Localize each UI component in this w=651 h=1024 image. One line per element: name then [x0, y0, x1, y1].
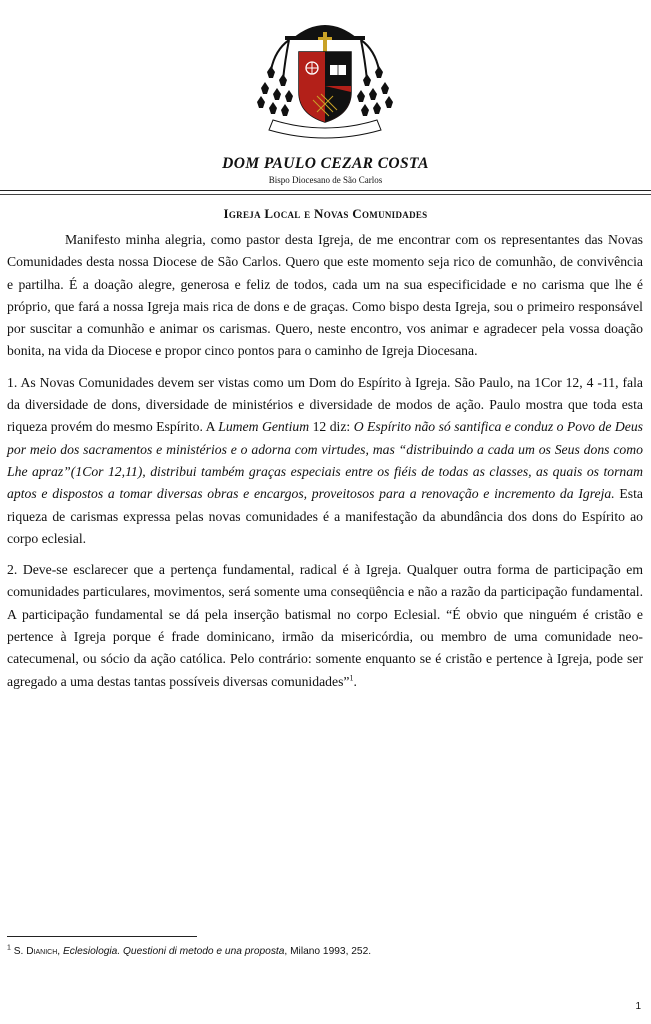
paragraph-point-1: [7, 372, 643, 550]
bishop-title: Bispo Diocesano de São Carlos: [268, 175, 383, 185]
footnote-work: Eclesiologia. Questioni di metodo e una proposta: [62, 946, 285, 957]
footnote-details: , Milano 1993, 252.: [284, 946, 372, 957]
paragraph-text: 12 diz:: [309, 419, 354, 435]
footnote-reference: 1: [349, 673, 354, 683]
document-body: [7, 229, 643, 693]
paragraph-intro: Manifesto minha alegria, como pastor desta Igreja, de me encontrar com os representantes das Novas Comunidades desta nossa Diocese de São Carlos. Quero que este momento seja rico de comunhão, de convivência e partilha. É a doação alegre, generosa e feliz de todos, cada um na sua especificidade e no carisma que lhe é próprio, que fará a nossa Igreja mais rica de dons e de graças. Como bispo desta Igreja, sou o primeiro responsável por suscitar a comunhão e animar os carismas. Quero, neste encontro, vos animar e agradecer pela vossa doação bonita, na vida da Diocese e propor cinco pontos para o caminho de Igreja Diocesana.: [7, 232, 643, 359]
footnote-author: S. Dianich: [13, 946, 58, 957]
bishop-name: DOM PAULO CEZAR COSTA: [222, 155, 429, 172]
header-rule-thin: [0, 194, 651, 195]
header-rule: [0, 190, 651, 191]
paragraph-point-2: [7, 559, 643, 693]
quotation-italic: O Espírito não só santifica e conduz o Povo de Deus por meio dos sacramentos e ministérios e o adorna com virtudes, mas “distribuindo a cada um os Seus dons como Lhe apraz”(1Cor 12,11), distribui também graças especiais entre os fiéis de todas as classes, as quais os tornam aptos e dispostos a tomar diversas obras e encargos, proveitosos para a renovação e incremento da Igreja.: [7, 419, 643, 502]
footnote: [7, 946, 647, 957]
footnote-number: 1: [7, 944, 11, 952]
paragraph-text: 1. As Novas Comunidades devem ser vistas como um Dom do Espírito à Igreja. São Paulo, na 1Cor 12, 4 -11, fala da diversidade de dons, diversidade de ministérios e diversidade de modos de ação. Paulo mostra que toda esta riqueza provém do mesmo Espírito. A: [7, 374, 643, 435]
paragraph-text: Esta riqueza de carismas expressa pelas novas comunidades é a manifestação da abundância dos dons do Espírito ao corpo eclesial.: [7, 486, 643, 546]
footnote-rule: [7, 936, 197, 937]
citation-title: Lumem Gentium: [218, 419, 310, 435]
document-title: Igreja Local e Novas Comunidades: [223, 206, 428, 221]
coat-of-arms-icon: [245, 10, 405, 145]
footnote-separator: ,: [57, 946, 63, 957]
paragraph-text: .: [353, 673, 357, 689]
paragraph-text: 2. Deve-se esclarecer que a pertença fundamental, radical é à Igreja. Qualquer outra forma de participação em comunidades particulares, movimentos, será somente uma conseqüência e não a razão da participação fundamental. A participação fundamental se dá pela inserção batismal no corpo Eclesial. “É obvio que ninguém é cristão e pertence à Igreja porque é frade dominicano, irmão da misericórdia, ou membro de uma comunidade neo-catecumenal, ou sócio da ação católica. Pelo contrário: somente enquanto se é cristão e pertence à Igreja, pode ser agregado a uma destas tantas possíveis diversas comunidades”: [7, 562, 643, 689]
page-number: 1: [635, 1001, 641, 1012]
